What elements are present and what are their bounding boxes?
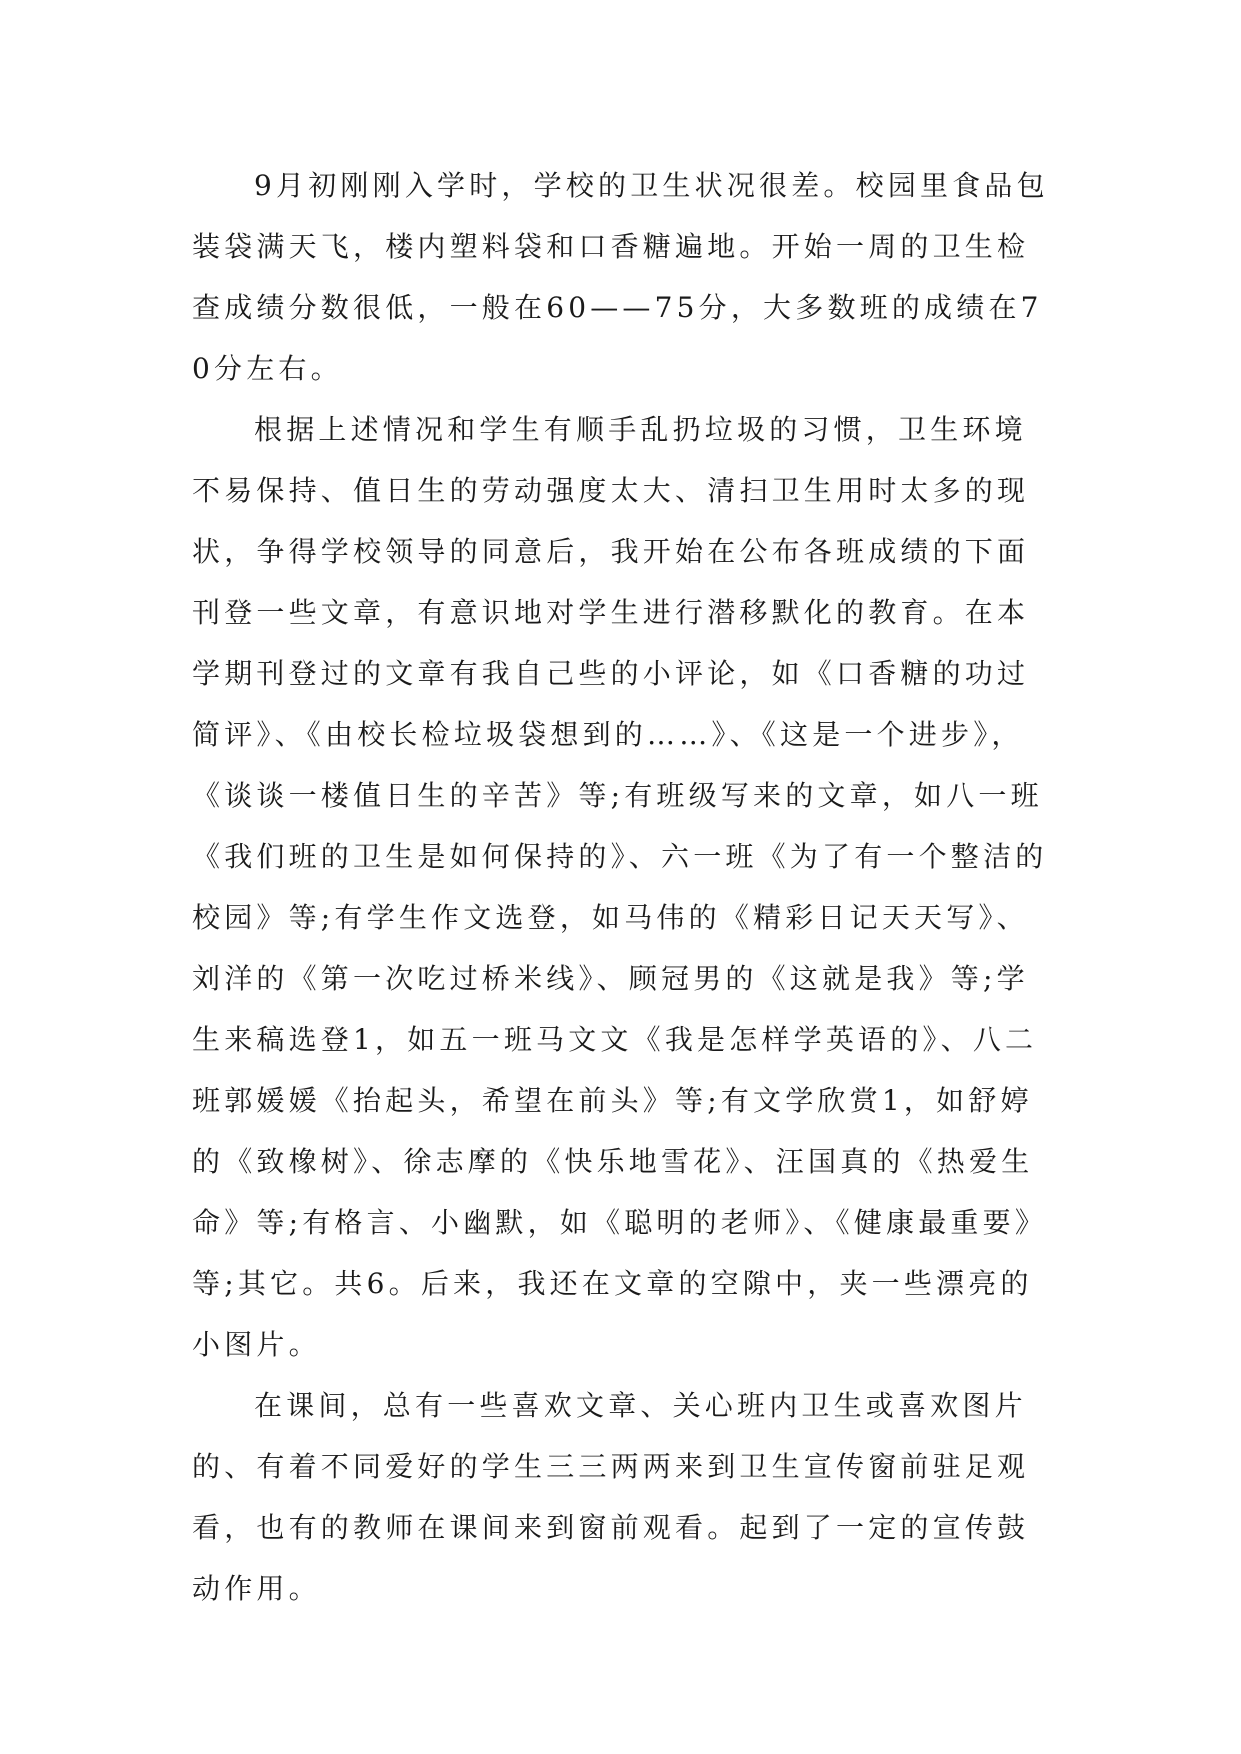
document-body bbox=[192, 155, 1052, 1619]
paragraph-1: 9月初刚刚入学时，学校的卫生状况很差。校园里食品包装袋满天飞，楼内塑料袋和口香糖遍地。开始一周的卫生检查成绩分数很低，一般在60——75分，大多数班的成绩在70分左右。 bbox=[192, 169, 1049, 385]
paragraph-2: 根据上述情况和学生有顺手乱扔垃圾的习惯，卫生环境不易保持、值日生的劳动强度太大、清扫卫生用时太多的现状，争得学校领导的同意后，我开始在公布各班成绩的下面刊登一些文章，有意识地对学生进行潜移默化的教育。在本学期刊登过的文章有我自己些的小评论，如《口香糖的功过简评》、《由校长检垃圾袋想到的……》、《这是一个进步》，《谈谈一楼值日生的辛苦》等;有班级写来的文章，如八一班《我们班的卫生是如何保持的》、六一班《为了有一个整洁的校园》等;有学生作文选登，如马伟的《精彩日记天天写》、刘洋的《第一次吃过桥米线》、顾冠男的《这就是我》等;学生来稿选登1，如五一班马文文《我是怎样学英语的》、八二班郭媛媛《抬起头，希望在前头》等;有文学欣赏1，如舒婷的《致橡树》、徐志摩的《快乐地雪花》、汪国真的《热爱生命》等;有格言、小幽默，如《聪明的老师》、《健康最重要》等;其它。共6。后来，我还在文章的空隙中，夹一些漂亮的小图片。 bbox=[192, 413, 1048, 1361]
paragraph-3: 在课间，总有一些喜欢文章、关心班内卫生或喜欢图片的、有着不同爱好的学生三三两两来到卫生宣传窗前驻足观看，也有的教师在课间来到窗前观看。起到了一定的宣传鼓动作用。 bbox=[192, 1389, 1030, 1605]
